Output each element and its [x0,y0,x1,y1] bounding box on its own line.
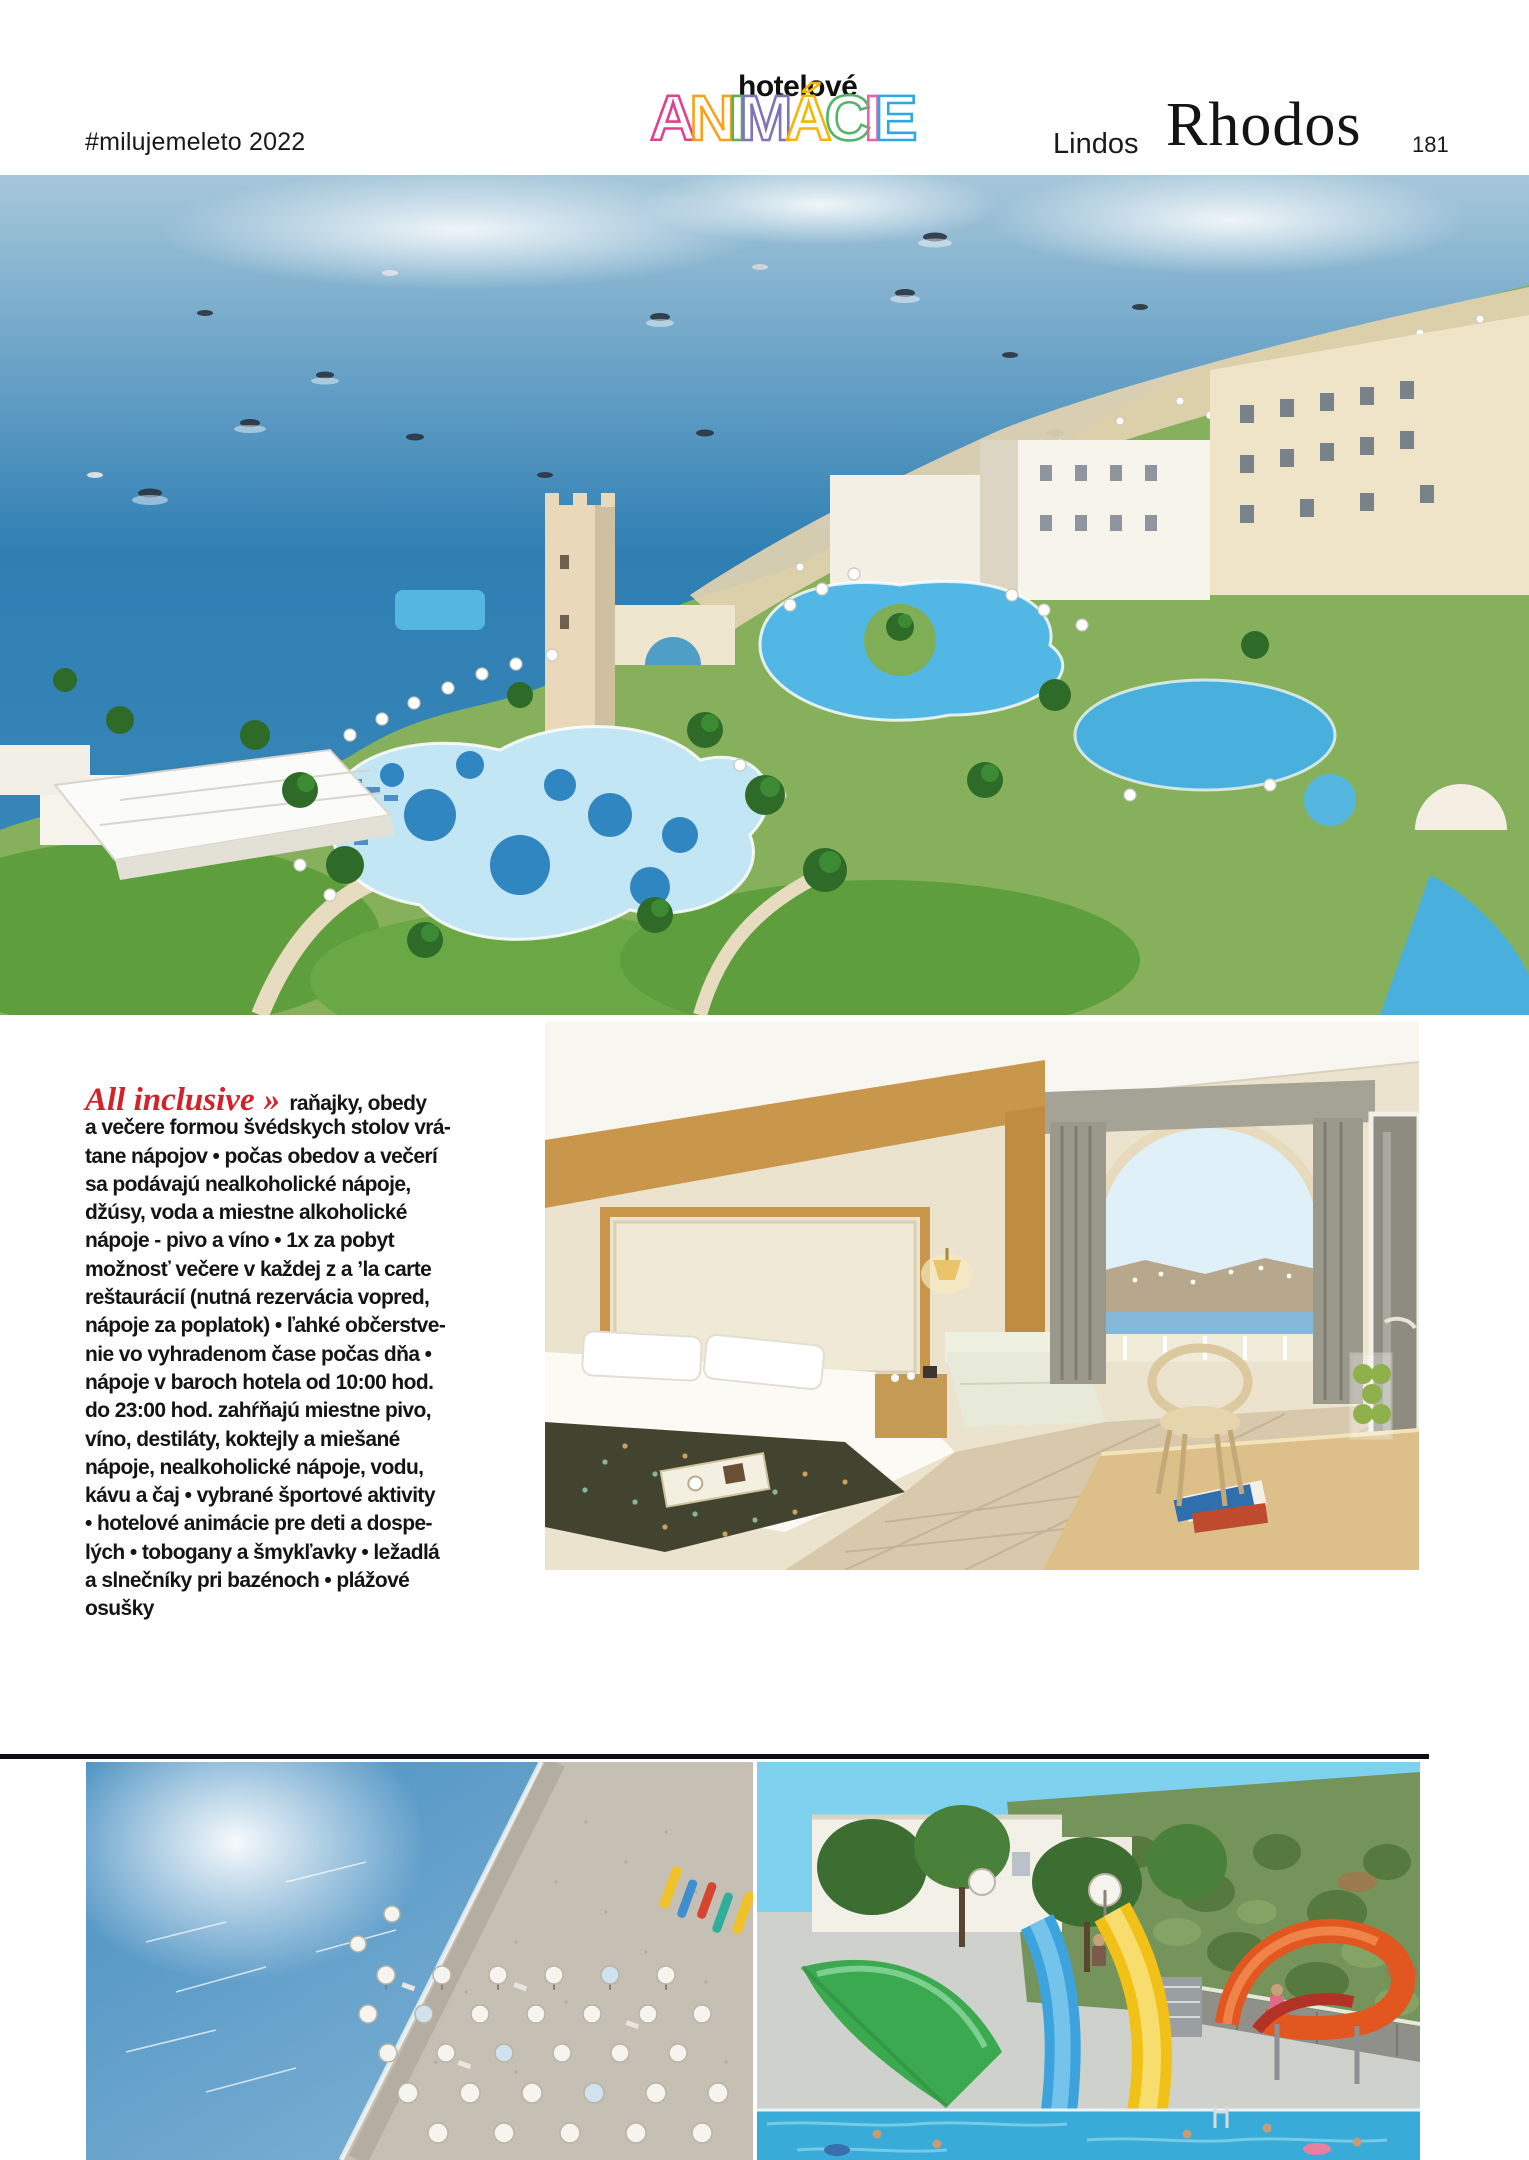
article-line: a slnečníky pri bazénoch • plážové [85,1569,410,1593]
region-title: Rhodos [1166,91,1362,159]
beach-umbrellas-photo [86,1762,753,2160]
divider-line [0,1754,1429,1759]
arch-window [1097,1123,1321,1362]
article-line: nápoje za poplatok) • ľahké občerstve- [85,1314,446,1338]
page-number: 181 [1412,132,1449,157]
pool [757,2106,1420,2160]
hashtag-label: #milujemeleto 2022 [85,128,306,156]
waterslides-photo [757,1762,1420,2160]
article-line: a večere formou švédskych stolov vrá- [85,1116,451,1140]
article-line: nie vo vyhradenom čase počas dňa • [85,1342,432,1366]
article-line: nápoje v baroch hotela od 10:00 hod. [85,1370,434,1394]
article-line: osušky [85,1597,154,1621]
logo-letter: I [863,82,875,154]
article-line: džúsy, voda a miestne alkoholické [85,1201,407,1225]
article-line: nápoje, nealkoholické nápoje, vodu, [85,1455,424,1479]
article-line: kávu a čaj • vybrané športové aktivity [85,1484,435,1508]
article-line: tane nápojov • počas obedov a večerí [85,1144,438,1168]
logo-top-word: hotelové [738,70,858,103]
logo-letter: I [728,82,740,154]
logo-letter: E [874,82,911,154]
nightstand [875,1366,947,1438]
apple-vase [1351,1354,1391,1438]
logo-outline-word [650,82,911,154]
article-line-text: raňajky, obedy [289,1092,427,1115]
logo-letter: C [824,82,864,154]
article-first-line [85,1082,555,1118]
article-line: reštaurácií (nutná rezervácia vopred, [85,1286,430,1310]
logo-letter: N [689,82,729,154]
hotelove-animacie-logo [650,68,950,172]
article-lead: All inclusive [85,1082,255,1118]
article-line: • hotelové animácie pre deti a dospe- [85,1512,432,1536]
hotel-room-photo [545,1022,1419,1570]
guillemet: » [263,1082,281,1118]
article-line: víno, destiláty, koktejly a miešané [85,1427,400,1451]
article-line: do 23:00 hod. zahŕňajú miestne pivo, [85,1399,431,1423]
all-inclusive-article [85,1082,555,1624]
logo-letter: M [739,82,786,154]
hero-resort-aerial-photo [0,175,1529,1015]
article-line: lých • tobogany a šmykľavky • ležadlá [85,1540,440,1564]
article-line: možnosť večere v každej z a ʼla carte [85,1257,432,1281]
article-line: sa podávajú nealkoholické nápoje, [85,1172,411,1196]
article-line: nápoje - pivo a víno • 1x za pobyt [85,1229,395,1253]
location-label: Lindos [1053,128,1139,160]
logo-letter: Á [785,82,825,154]
logo-letter: A [650,82,690,154]
